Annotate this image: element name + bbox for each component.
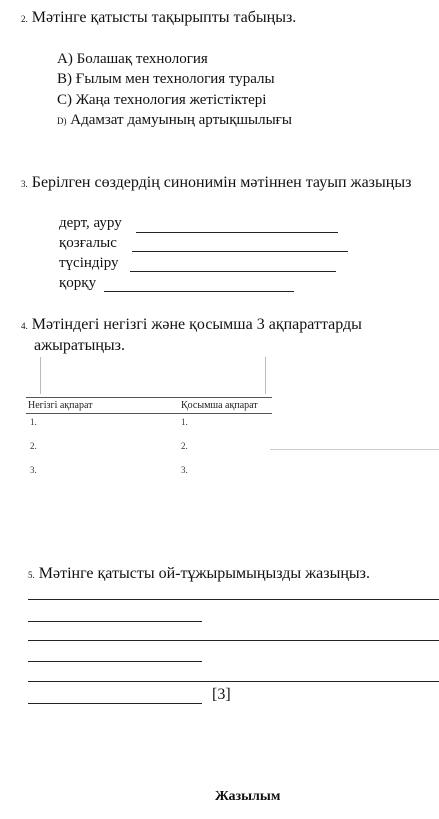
option-letter: D) <box>57 116 67 126</box>
option-d[interactable] <box>57 112 292 129</box>
question-text: Берілген сөздердің синонимін мәтіннен тауып жазыңыз <box>31 174 412 191</box>
answer-line[interactable] <box>28 703 202 704</box>
answer-line[interactable] <box>130 271 336 272</box>
answer-line[interactable] <box>28 661 202 662</box>
question-number: 3. <box>21 179 28 189</box>
question-5-header <box>28 565 370 583</box>
answer-line[interactable] <box>132 251 348 252</box>
question-3-header <box>21 174 411 192</box>
option-text: Адамзат дамуының артықшылығы <box>70 112 292 128</box>
synonym-word-4: қорқу <box>59 275 97 291</box>
question-text-continued: ажыратыңыз. <box>34 337 125 354</box>
table-top-rule <box>26 397 272 398</box>
option-b[interactable] <box>57 71 275 88</box>
option-text: Ғылым мен технология туралы <box>75 71 275 87</box>
option-letter: A) <box>57 51 73 67</box>
question-number: 2. <box>21 14 28 24</box>
option-text: Болашақ технология <box>76 51 208 67</box>
faint-line <box>270 449 439 450</box>
table-cell[interactable]: 2. <box>181 441 188 451</box>
option-a[interactable] <box>57 51 208 68</box>
option-c[interactable] <box>57 92 266 109</box>
question-text: Мәтінге қатысты тақырыпты табыңыз. <box>31 9 297 26</box>
answer-line[interactable] <box>28 640 439 641</box>
table-cell[interactable]: 3. <box>30 465 37 475</box>
table-cell[interactable]: 1. <box>181 417 188 427</box>
question-2-header <box>21 9 296 27</box>
question-number: 5. <box>28 570 35 580</box>
question-text: Мәтінге қатысты ой-тұжырымыңызды жазыңыз. <box>38 565 370 582</box>
answer-line[interactable] <box>28 599 439 600</box>
table-cell[interactable]: 3. <box>181 465 188 475</box>
answer-line[interactable] <box>28 621 202 622</box>
question-4-header <box>21 316 362 334</box>
answer-line[interactable] <box>28 681 439 682</box>
table-border <box>265 357 266 394</box>
option-letter: C) <box>57 92 72 108</box>
section-title: Жазылым <box>215 789 281 804</box>
marks-label: [3] <box>212 686 231 703</box>
table-cell[interactable]: 2. <box>30 441 37 451</box>
table-header-rule <box>26 413 272 414</box>
table-border <box>40 357 41 394</box>
question-number: 4. <box>21 321 28 331</box>
question-text: Мәтіндегі негізгі және қосымша 3 ақпараттарды <box>31 316 362 333</box>
column-header-additional: Қосымша ақпарат <box>181 400 258 411</box>
synonym-word-1: дерт, ауру <box>59 215 122 231</box>
option-letter: B) <box>57 71 72 87</box>
synonym-word-3: түсіндіру <box>59 255 119 271</box>
option-text: Жаңа технология жетістіктері <box>75 92 267 108</box>
answer-line[interactable] <box>104 291 294 292</box>
answer-line[interactable] <box>136 232 338 233</box>
synonym-word-2: қозғалыс <box>59 235 117 251</box>
table-cell[interactable]: 1. <box>30 417 37 427</box>
column-header-main: Негізгі ақпарат <box>28 400 93 411</box>
